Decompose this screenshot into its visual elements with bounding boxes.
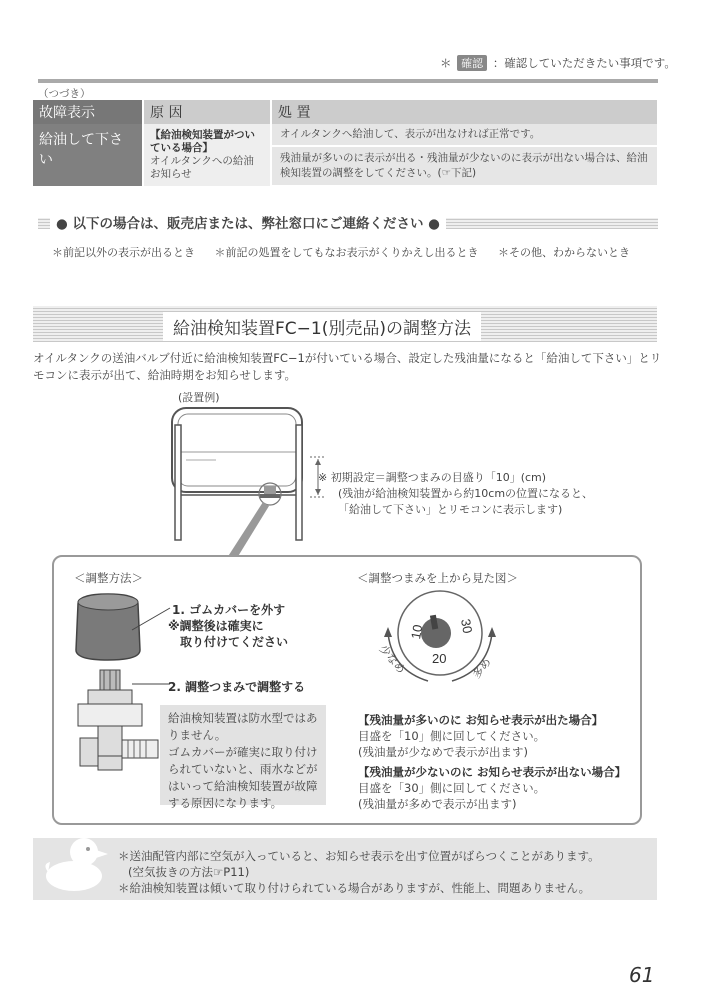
asterisk: ＊ bbox=[440, 56, 452, 70]
case1-title: 【残油量が多いのに お知らせ表示が出た場合】 bbox=[358, 713, 604, 727]
action-2: 残油量が多いのに表示が出る・残油量が少ないのに表示が出ない場合は、給油検知装置の調整をしてください。(☞下記) bbox=[272, 147, 657, 185]
dial-mark-10: 10 bbox=[408, 623, 426, 641]
case2-title: 【残油量が少ないのに お知らせ表示が出ない場合】 bbox=[358, 765, 627, 779]
case2-line2: (残油量が多めで表示が出ます) bbox=[358, 797, 517, 811]
page-number: 61 bbox=[629, 963, 655, 987]
action-cell bbox=[271, 124, 657, 186]
cause-cell bbox=[143, 124, 271, 186]
col-header-cause: 原 因 bbox=[143, 100, 271, 124]
callout-pointer bbox=[225, 500, 275, 560]
step2-label: 2. 調整つまみで調整する bbox=[168, 680, 306, 694]
case-too-much-oil bbox=[358, 712, 603, 760]
legend-note bbox=[440, 55, 676, 71]
leader-lines bbox=[130, 602, 175, 687]
waterproof-warning-box bbox=[160, 705, 326, 810]
case1-line1: 目盛を「10」側に回してください。 bbox=[358, 729, 546, 743]
section-title: 給油検知装置FC−1(別売品)の調整方法 bbox=[163, 312, 481, 341]
warning-line: はいって給油検知装置が故障 bbox=[168, 779, 318, 793]
note-air-in-pipe: ＊送油配管内部に空気が入っていると、お知らせ表示を出す位置がばらつくことがあります。 bbox=[118, 849, 600, 863]
adjust-dial-diagram bbox=[370, 585, 510, 695]
intro-text: オイルタンクの送油バルブ付近に給油検知装置FC−1が付いている場合、設定した残油量になると「給油して下さい」とリモコンに表示が出て、給油時期をお知らせします。 bbox=[33, 351, 662, 382]
dial-mark-30: 30 bbox=[458, 617, 476, 635]
confirm-badge: 確認 bbox=[457, 55, 487, 71]
case1-line2: (残油量が少なめで表示が出ます) bbox=[358, 745, 528, 759]
cause-heading: 【給油検知装置がついている場合】 bbox=[150, 129, 255, 154]
contact-item: ＊前記の処置をしてもなお表示がくりかえし出るとき bbox=[214, 246, 479, 259]
col-header-action: 処 置 bbox=[271, 100, 657, 124]
warning-line: する原因になります。 bbox=[168, 796, 283, 810]
case-too-little-oil bbox=[358, 764, 626, 812]
example-label: (設置例) bbox=[178, 391, 220, 404]
top-view-label: ＜調整つまみを上から見た図＞ bbox=[357, 571, 518, 585]
continued-label: （つづき） bbox=[38, 88, 91, 100]
col-header-display: 故障表示 bbox=[33, 100, 143, 124]
contact-list bbox=[52, 244, 646, 260]
warning-line: 給油検知装置は防水型ではあ bbox=[168, 711, 318, 725]
contact-item: ＊前記以外の表示が出るとき bbox=[52, 246, 195, 259]
step1-note2: 取り付けてください bbox=[180, 635, 289, 649]
case2-line1: 目盛を「30」側に回してください。 bbox=[358, 781, 546, 795]
fault-display-cell: 給油して下さい bbox=[33, 124, 143, 186]
legend-text: ：確認していただきたい事項です。 bbox=[492, 56, 676, 70]
initial-setting-line1: ※ 初期設定＝調整つまみの目盛り「10」(cm) bbox=[318, 471, 547, 484]
dial-less-label: 少なめ bbox=[376, 643, 407, 677]
duck-mascot-icon bbox=[40, 832, 110, 894]
warning-line: ゴムカバーが確実に取り付け bbox=[168, 745, 318, 759]
initial-setting-line2: (残油が給油検知装置から約10cmの位置になると、 bbox=[338, 487, 594, 500]
note-air-bleed-ref: (空気抜きの方法☞P11) bbox=[128, 865, 250, 879]
top-rule bbox=[38, 79, 658, 83]
warning-line: りません。 bbox=[168, 728, 227, 742]
trouble-table bbox=[33, 100, 657, 186]
cause-text: オイルタンクへの給油お知らせ bbox=[150, 155, 254, 180]
dial-mark-20: 20 bbox=[432, 651, 447, 666]
action-1: オイルタンクへ給油して、表示が出なければ正常です。 bbox=[272, 124, 657, 147]
note-tilted-install: ＊給油検知装置は傾いて取り付けられている場合がありますが、性能上、問題ありません。 bbox=[118, 881, 591, 895]
initial-setting-line3: 「給油して下さい」とリモコンに表示します) bbox=[338, 503, 563, 516]
contact-item: ＊その他、わからないとき bbox=[498, 246, 630, 259]
dial-more-label: 多め bbox=[470, 656, 494, 681]
step1-label: 1. ゴムカバーを外す bbox=[172, 603, 286, 617]
step1-note1: ※調整後は確実に bbox=[168, 619, 264, 633]
method-label: ＜調整方法＞ bbox=[74, 571, 143, 585]
warning-line: られていないと、雨水などが bbox=[168, 762, 318, 776]
contact-title: ● 以下の場合は、販売店または、弊社窓口にご連絡ください ● bbox=[50, 212, 446, 232]
